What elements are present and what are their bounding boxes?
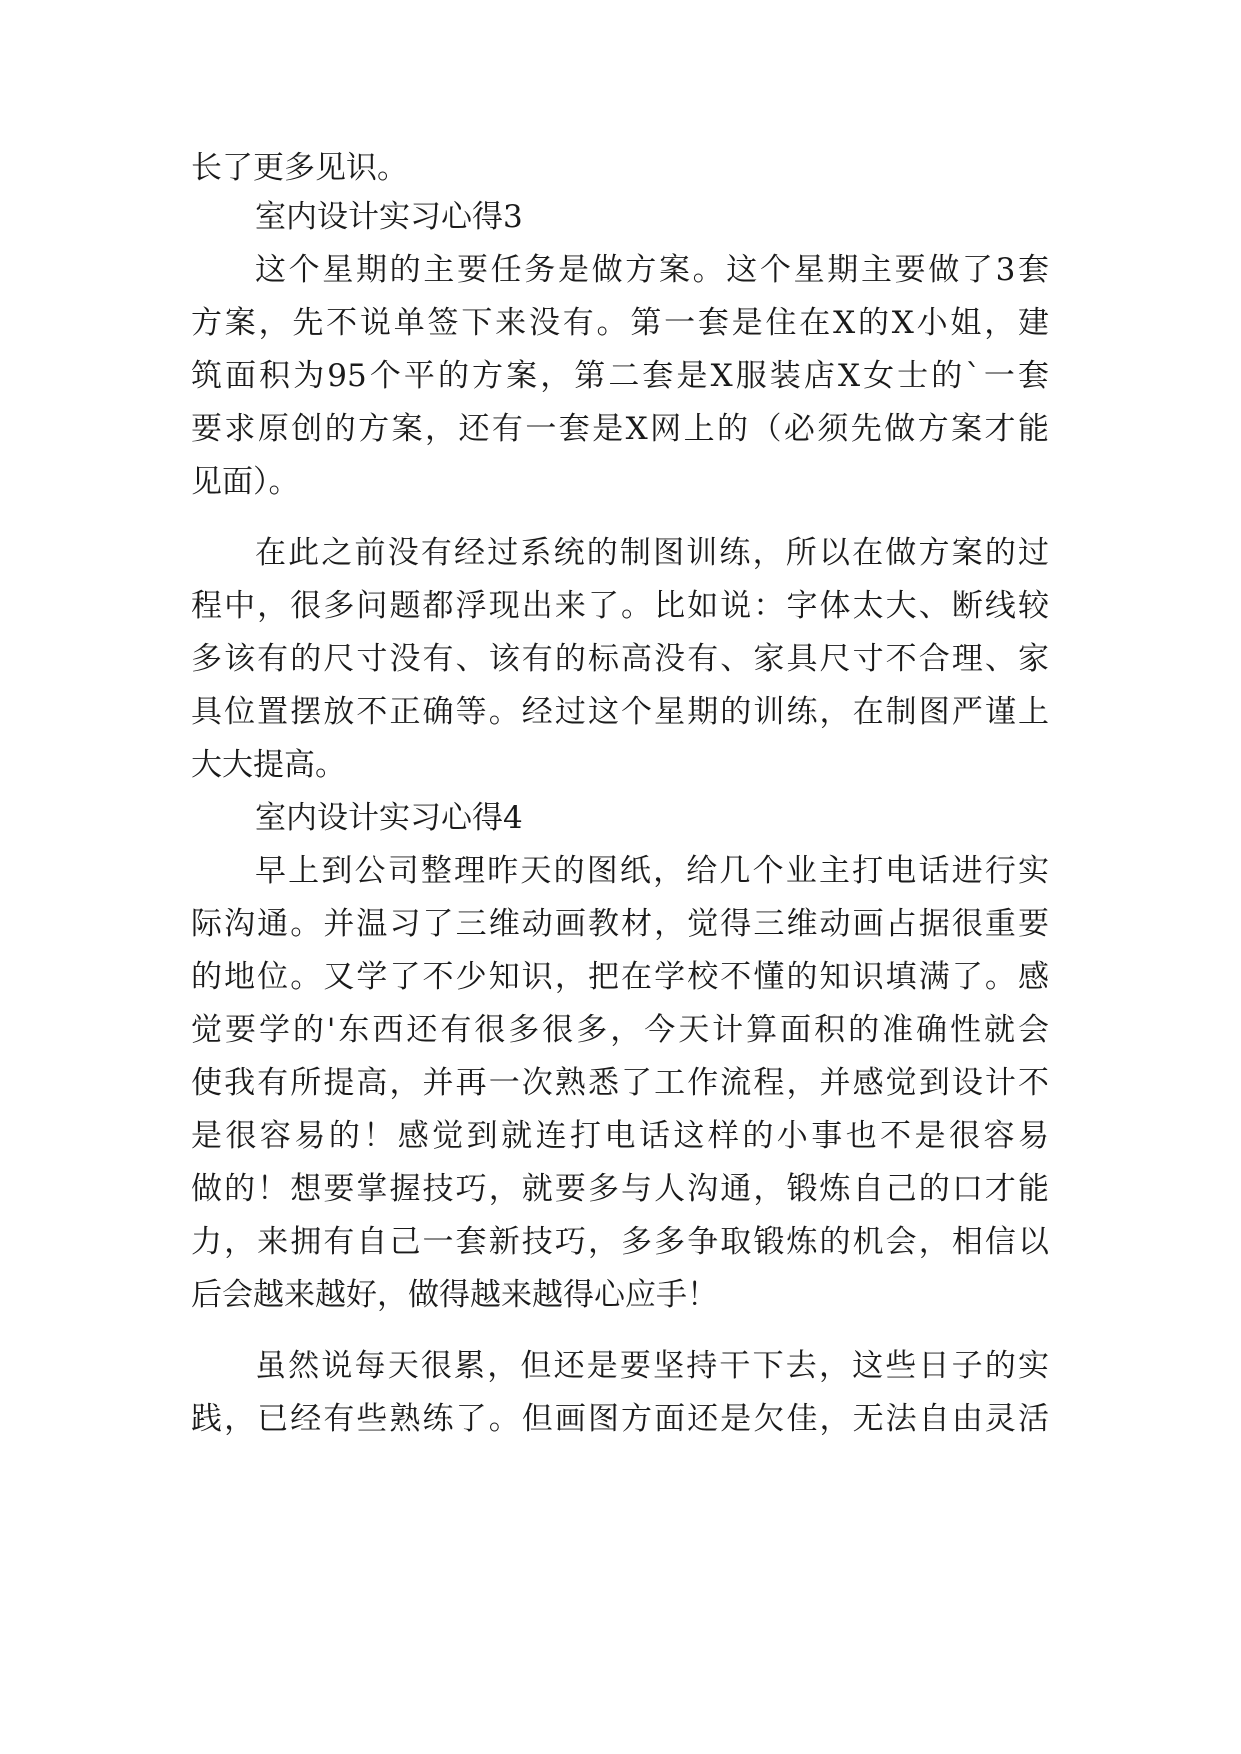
text-line: 长了更多见识。 [191,150,408,186]
text-line: 践，已经有些熟练了。但画图方面还是欠佳，无法自由灵活 [191,1401,1049,1437]
section-heading: 室内设计实习心得3 [255,199,523,235]
text-line: 筑面积为95个平的方案，第二套是X服装店X女士的`一套 [191,358,1049,394]
text-line: 早上到公司整理昨天的图纸，给几个业主打电话进行实 [255,853,1049,889]
text-line: 力，来拥有自己一套新技巧，多多争取锻炼的机会，相信以 [191,1224,1049,1260]
text-line: 这个星期的主要任务是做方案。这个星期主要做了3套 [255,252,1049,288]
text-line: 具位置摆放不正确等。经过这个星期的训练，在制图严谨上 [191,694,1049,730]
text-line: 后会越来越好，做得越来越得心应手！ [191,1277,718,1313]
text-line: 程中，很多问题都浮现出来了。比如说：字体太大、断线较 [191,588,1049,624]
text-line: 是很容易的！感觉到就连打电话这样的小事也不是很容易 [191,1118,1049,1154]
text-line: 大大提高。 [191,747,346,783]
text-line: 做的！想要掌握技巧，就要多与人沟通，锻炼自己的口才能 [191,1171,1049,1207]
text-line: 在此之前没有经过系统的制图训练，所以在做方案的过 [255,535,1049,571]
text-line: 方案，先不说单签下来没有。第一套是住在X的X小姐，建 [191,305,1049,341]
text-line: 际沟通。并温习了三维动画教材，觉得三维动画占据很重要 [191,906,1049,942]
section-heading: 室内设计实习心得4 [255,800,523,836]
text-line: 的地位。又学了不少知识，把在学校不懂的知识填满了。感 [191,959,1049,995]
text-line: 觉要学的'东西还有很多很多，今天计算面积的准确性就会 [191,1012,1049,1048]
text-line: 要求原创的方案，还有一套是X网上的（必须先做方案才能 [191,411,1049,447]
text-line: 使我有所提高，并再一次熟悉了工作流程，并感觉到设计不 [191,1065,1049,1101]
text-line: 多该有的尺寸没有、该有的标高没有、家具尺寸不合理、家 [191,641,1049,677]
text-line: 见面）。 [191,464,300,500]
text-line: 虽然说每天很累，但还是要坚持干下去，这些日子的实 [255,1348,1049,1384]
